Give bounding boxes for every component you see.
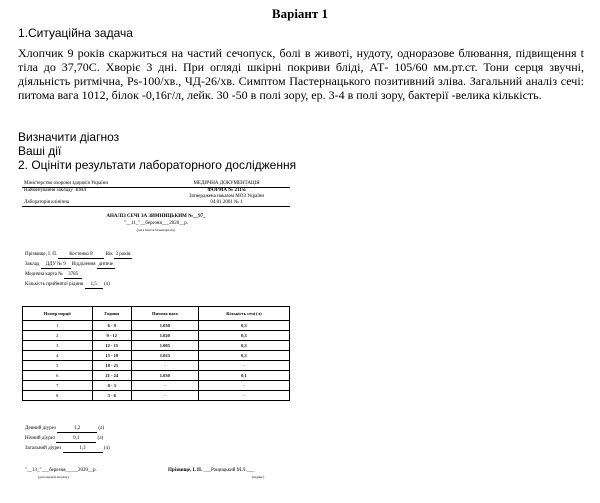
form-header [22,181,290,207]
table-row [23,371,290,381]
cell: 0,3 [198,321,289,331]
dept: дитяче [98,262,113,267]
form-number: ФОРМА № 211/о [207,188,246,193]
cell: 1.030 [131,321,198,331]
cell: 1.023 [131,351,198,361]
place: ДДУ № 9 [41,262,71,269]
cell: 12 - 15 [92,341,131,351]
sample-date-note: (дата взяття біоматеріалу) [136,228,176,232]
patient-name: Костенко Р. [58,252,104,259]
cell: 7 [23,381,93,391]
lab: Лабораторія клінічна [22,200,163,207]
cell: - [131,391,198,401]
night-unit: (л) [97,436,104,441]
day-label: Денний діурез [25,426,56,431]
night-diuresis-line [25,436,103,443]
form-title: АНАЛІЗ СЕЧІ ЗА ЗИМНИЦЬКИМ №__97_ [106,214,206,219]
task-actions: Ваші дії [18,144,62,158]
cell: 8 [23,391,93,401]
table-row [23,381,290,391]
col-portion: Номер порції [23,307,93,321]
ministry: Міністерство охорони здоров'я України [22,181,163,188]
issue-date-note: (дата видачі аналізу) [38,475,69,479]
cell: 3 [23,341,93,351]
card-label: Медична карта № [25,272,63,277]
name-label: Прізвище, І. П. [25,252,58,257]
cell: - [198,361,289,371]
cell: 2 [23,331,93,341]
night-label: Нічний діурез [25,436,55,441]
results-table [22,306,290,401]
case-text: Хлопчик 9 років скаржиться на частий сечопуск, болі в животі, нудоту, одноразове блювання, підвищення t тіла до 37,70С. Хворіє 3 дні. При огляді шкірні покриви бліді, АТ- 105/60 мм.рт.ст. Тони серця звучні, діяльність ритмічна, Ps-100/хв., ЧД-26/хв. Симптом Пастернацького позитивний зліва. Загальний аналіз сечі: питома вага 1012, білок -0,16г/л, лейк. 30 -50 в полі зору, ер. 3-4 в полі зору, бактерії -велика кількість. [18,46,584,102]
cell: 6 - 9 [92,321,131,331]
cell: - [198,381,289,391]
table-row [23,391,290,401]
signature-label: Прізвище, І. П. [168,468,203,473]
cell: 0,3 [198,331,289,341]
total-label: Загальний діурез [25,446,62,451]
cell: - [131,381,198,391]
patient-line [25,252,132,259]
day-diuresis-line [25,426,104,433]
cell: 6 [23,371,93,381]
day-value: 1,2 [57,426,97,433]
cell: 0,1 [198,371,289,381]
signature-line [168,468,254,474]
institution: КМЛ [75,188,87,193]
cell: 0 - 3 [92,381,131,391]
table-row [23,341,290,351]
table-row [23,321,290,331]
fluid-line [25,282,110,289]
total-diuresis-line [25,446,110,453]
table-row [23,351,290,361]
sample-date: "__11_"__березня___2020__р. [123,221,189,226]
cell: 15 - 18 [92,351,131,361]
dept-label: Відділення [71,262,96,267]
fluid-unit: (л) [103,282,110,287]
variant-title: Варіант 1 [271,6,329,21]
task-lab: 2. Оцініти результати лабораторного дослідження [18,158,297,172]
cell: - [131,361,198,371]
cell: 0,3 [198,341,289,351]
card-number: 3785 [64,272,82,279]
cell: 18 - 21 [92,361,131,371]
day-unit: (л) [98,426,105,431]
col-hours: Години [92,307,131,321]
task-diagnosis: Визначити діагноз [18,130,120,144]
cell: 3 - 6 [92,391,131,401]
col-density: Питома вага [131,307,198,321]
cell: 9 - 12 [92,331,131,341]
cell: 4 [23,351,93,361]
age-label: Вік [105,252,113,257]
cell: 1.030 [131,371,198,381]
institution-label: Найменування закладу [24,188,73,193]
place-line [25,262,115,269]
zimnitsky-form [20,174,292,500]
cell: 1 [23,321,93,331]
signature-note: (підпис) [252,475,265,479]
signature-name: ___Рощицький М.Л.___ [203,468,255,473]
approved-date: 04.01.2001 № 1 [163,200,290,207]
issue-date: "__13_"___березня_____2020__р. [25,468,97,473]
cell: 1.020 [131,331,198,341]
patient-age: 3 років [115,252,131,257]
fluid-label: Кількість прийнятої рідини [25,282,84,287]
total-unit: (л) [103,446,110,451]
med-doc: МЕДИЧНА ДОКУМЕНТАЦІЯ [163,181,290,188]
cell: 0,3 [198,351,289,361]
place-label: Заклад [25,262,40,267]
fluid: 1,5 [85,282,103,289]
cell: 21 - 24 [92,371,131,381]
table-row [23,361,290,371]
table-row [23,331,290,341]
cell: 5 [23,361,93,371]
card-line [25,272,82,279]
total-value: 1,3 [63,446,103,453]
night-value: 0,1 [56,436,96,443]
section-heading: 1.Ситуаційна задача [18,26,133,40]
cell: 1.005 [131,341,198,351]
col-volume: Кількість сечі (л) [198,307,289,321]
cell: - [198,391,289,401]
approved: Затверджена наказом МОЗ України [189,194,265,199]
